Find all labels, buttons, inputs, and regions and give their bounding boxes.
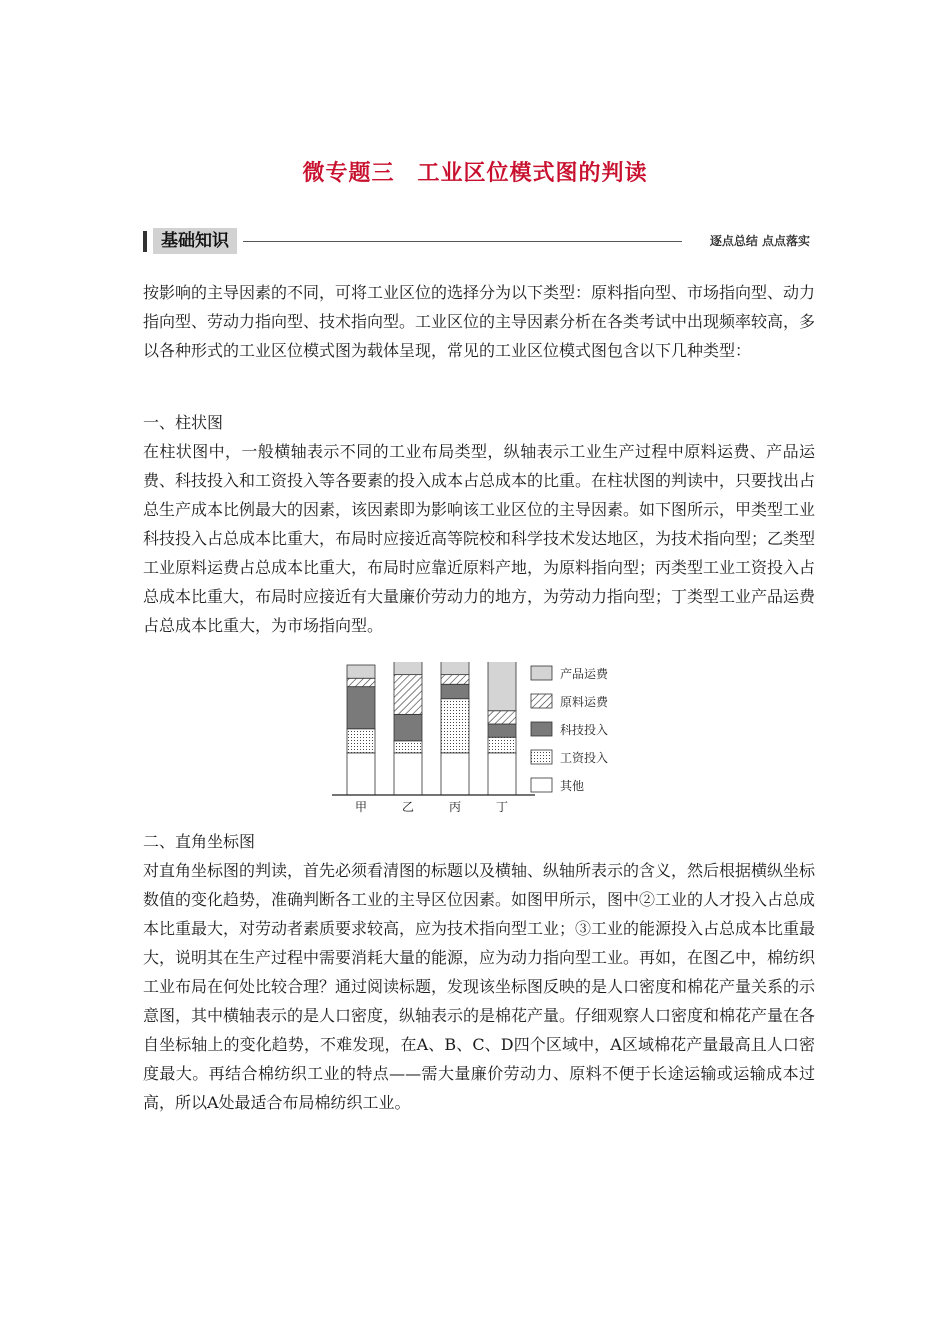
bar-segment <box>488 662 516 711</box>
legend-swatch <box>531 666 552 680</box>
part1-paragraph: 在柱状图中，一般横轴表示不同的工业布局类型，纵轴表示工业生产过程中原料运费、产品运费、科技投入和工资投入等各要素的投入成本占总成本的比重。在柱状图的判读中，只要找出占总生产成本比例最大的因素，该因素即为影响该工业区位的主导因素。如下图所示，甲类型工业科技投入占总成本比重大，布局时应接近高等院校和科学技术发达地区，为技术指向型；乙类型工业原料运费占总成本比重大，布局时应靠近原料产地，为原料指向型；丙类型工业工资投入占总成本比重大，布局时应接近有大量廉价劳动力的地方，为劳动力指向型；丁类型工业产品运费占总成本比重大，为市场指向型。 <box>143 442 816 635</box>
legend-label: 工资投入 <box>560 751 609 765</box>
legend-label: 产品运费 <box>560 667 609 681</box>
bar-segment <box>488 711 516 724</box>
part1-heading: 一、柱状图 <box>143 413 224 432</box>
bar-segment <box>347 753 375 795</box>
legend-swatch <box>531 722 552 736</box>
section-header <box>143 228 810 254</box>
legend-swatch <box>531 750 552 764</box>
bar-segment <box>488 753 516 795</box>
legend-label: 原料运费 <box>560 695 609 709</box>
bar-segment <box>488 724 516 737</box>
stacked-bar-chart <box>330 662 630 827</box>
bar-segment <box>394 662 422 675</box>
legend-swatch <box>531 694 552 708</box>
part2-heading: 二、直角坐标图 <box>143 832 256 851</box>
x-tick-label: 甲 <box>354 800 368 814</box>
bar-segment <box>347 687 375 729</box>
bar-segment <box>441 662 469 675</box>
section-rule <box>243 241 682 242</box>
bar-segment <box>394 714 422 740</box>
page-title: 微专题三 工业区位模式图的判读 <box>302 161 648 186</box>
legend-label: 其他 <box>560 779 585 793</box>
bar-segment <box>347 665 375 678</box>
bar-segment <box>394 753 422 795</box>
bar-segment <box>347 678 375 686</box>
part2-paragraph: 对直角坐标图的判读，首先必须看清图的标题以及横轴、纵轴所表示的含义，然后根据横纵坐标数值的变化趋势，准确判断各工业的主导区位因素。如图甲所示，图中②工业的人才投入占总成本比重最大，对劳动者素质要求较高，应为技术指向型工业；③工业的能源投入占总成本比重最大，说明其在生产过程中需要消耗大量的能源，应为动力指向型工业。再如，在图乙中，棉纺织工业布局在何处比较合理？通过阅读标题，发现该坐标图反映的是人口密度和棉花产量关系的示意图，其中横轴表示的是人口密度，纵轴表示的是棉花产量。仔细观察人口密度和棉花产量在各自坐标轴上的变化趋势，不难发现，在A、B、C、D四个区域中，A区域棉花产量最高且人口密度最大。再结合棉纺织工业的特点——需大量廉价劳动力、原料不便于长途运输或运输成本过高，所以A处最适合布局棉纺织工业。 <box>143 861 816 1112</box>
bar-segment <box>347 729 375 753</box>
legend-label: 科技投入 <box>560 723 609 737</box>
section-marker <box>143 231 147 252</box>
bar-segment <box>488 737 516 753</box>
x-tick-label: 乙 <box>401 800 415 814</box>
section-subtitle: 逐点总结 点点落实 <box>709 234 810 248</box>
legend-swatch <box>531 778 552 792</box>
section-heading: 基础知识 <box>153 228 237 254</box>
bar-segment <box>394 741 422 753</box>
bar-segment <box>441 753 469 795</box>
x-tick-label: 丁 <box>495 800 509 814</box>
bar-segment <box>441 684 469 698</box>
chart-svg <box>330 662 630 827</box>
bar-segment <box>441 699 469 753</box>
bar-segment <box>441 675 469 685</box>
intro-paragraph: 按影响的主导因素的不同，可将工业区位的选择分为以下类型：原料指向型、市场指向型、动力指向型、劳动力指向型、技术指向型。工业区位的主导因素分析在各类考试中出现频率较高，多以各种形式的工业区位模式图为载体呈现，常见的工业区位模式图包含以下几种类型： <box>143 283 816 360</box>
bar-segment <box>394 675 422 715</box>
x-tick-label: 丙 <box>448 800 462 814</box>
